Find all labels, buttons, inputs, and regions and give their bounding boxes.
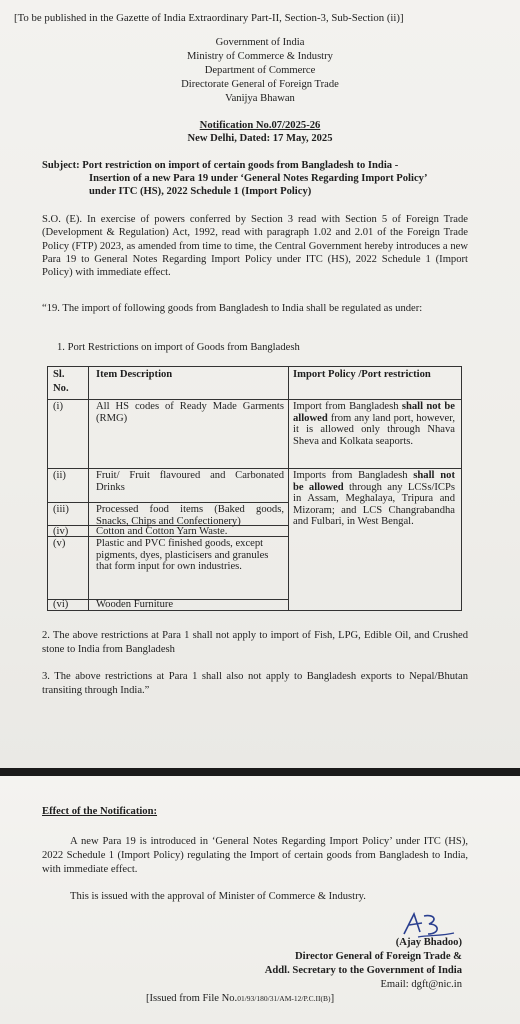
para-19-intro: “19. The import of following goods from Bangladesh to India shall be regulated as under: [42,303,423,314]
table-row-desc: Cotton and Cotton Yarn Waste. [96,526,228,537]
table-row-desc: Processed food items (Baked goods, Snacks, Chips and Confectionery) [96,504,284,527]
signatory-title-2: Addl. Secretary to the Government of India [264,965,462,976]
effect-text: A new Para 19 is introduced in ‘General Notes Regarding Import Policy’ under ITC (HS), 2022 Schedule 1 (Import Policy) regulating the Import of certain goods from Bangladesh to India, with immediate effect. [42,836,468,875]
port-restriction-table [47,366,462,611]
table-header-divider [48,399,461,400]
file-number: [Issued from File No.01/93/180/31/AM-12/P.C.II(B)] [146,993,335,1004]
table-row-desc: Plastic and PVC finished goods, except pigments, dyes, plasticisers and granules that form input for own industries. [96,538,269,572]
table-row-desc: Wooden Furniture [96,599,174,610]
table-row-sl: (iii) [53,504,69,515]
signatory-title-1: Director General of Foreign Trade & [294,951,462,962]
table-row-sl: (iv) [53,526,69,537]
gazette-line: [To be published in the Gazette of India Extraordinary Part-II, Section-3, Sub-Section (ii)] [14,12,404,24]
table-row-desc: All HS codes of Ready Made Garments (RMG) [96,401,284,424]
table-header-sl: Sl. [53,369,65,380]
notification-date: New Delhi, Dated: 17 May, 2025 [187,133,333,144]
table-row-sl: (v) [53,538,66,549]
table-row-sl: (i) [53,401,63,412]
table-row-sl: (ii) [53,470,66,481]
page-gap [0,768,520,776]
header-directorate: Directorate General of Foreign Trade [181,79,339,90]
so-paragraph: S.O. (E). In exercise of powers conferred by Section 3 read with Section 5 of Foreign Trade (Development & Regulation) Act, 1992, read with paragraph 1.02 and 2.01 of the Foreign Trade Policy (FTP) 2023, as amended from time to time, the Central Government hereby introduces a new Para 19 to General Notes Regarding Import Policy under ITC (HS), 2022 Schedule 1 (Import Policy) with immediate effect. [42,214,468,279]
subject-line-2: Insertion of a new Para 19 under ‘General Notes Regarding Import Policy’ [89,173,428,184]
table-row-desc: Fruit/ Fruit flavoured and Carbonated Drinks [96,470,284,493]
table-col-divider-1 [88,367,89,610]
signatory-email: Email: dgft@nic.in [380,979,462,990]
header-ministry: Ministry of Commerce & Industry [187,51,333,62]
header-bhawan: Vanijya Bhawan [225,93,295,104]
effect-heading: Effect of the Notification: [42,806,158,817]
handwritten-signature [398,910,458,940]
header-department: Department of Commerce [204,65,316,76]
table-row-divider [48,468,289,469]
subject-line-3: under ITC (HS), 2022 Schedule 1 (Import Policy) [89,186,312,197]
approval-line: This is issued with the approval of Minister of Commerce & Industry. [70,891,366,902]
para-3: 3. The above restrictions at Para 1 shall also not apply to Bangladesh exports to Nepal/Bhutan transiting through India.” [42,671,468,696]
table-col-divider-2 [288,367,289,610]
signatory-name: (Ajay Bhadoo) [395,937,462,948]
policy-other-goods: Imports from Bangladesh shall not be allowed through any LCSs/ICPs in Assam, Meghalaya, Tripura and Mizoram; and LCS Changrabandha and Fulbari, in West Bengal. [293,470,455,527]
list-item-port-restrictions: 1. Port Restrictions on import of Goods from Bangladesh [57,342,300,353]
table-row-divider [48,502,289,503]
table-row-sl: (vi) [53,599,69,610]
policy-rmg: Import from Bangladesh shall not be allowed from any land port, however, it is allowed only through Nhava Sheva and Kolkata seaports. [293,401,455,447]
para-2: 2. The above restrictions at Para 1 shall not apply to import of Fish, LPG, Edible Oil, and Crushed stone to India from Bangladesh [42,630,468,655]
table-header-item: Item Description [96,369,173,380]
table-policy-divider [288,468,461,469]
subject-line-1: Subject: Port restriction on import of certain goods from Bangladesh to India - [42,160,399,171]
table-header-policy: Import Policy /Port restriction [293,369,431,380]
header-govt: Government of India [215,37,305,48]
table-header-no: No. [53,383,69,394]
notification-number: Notification No.07/2025-26 [199,120,321,131]
